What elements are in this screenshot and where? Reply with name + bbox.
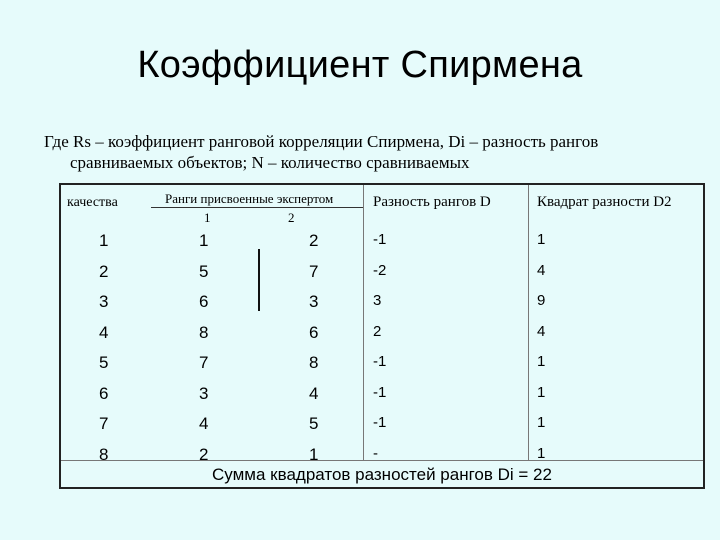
cell-squared-difference: 9	[537, 292, 546, 309]
table-footer: Сумма квадратов разностей рангов Di = 22	[212, 465, 552, 484]
cell-expert-2: 7	[309, 261, 319, 281]
cell-squared-difference: 4	[537, 261, 546, 279]
cell-rank-difference: -1	[373, 353, 387, 370]
cell-quality: 4	[99, 322, 109, 342]
cell-rank-difference: -1	[373, 231, 387, 248]
cell-squared-difference: 1	[537, 414, 546, 431]
header-underline	[151, 207, 363, 208]
cell-expert-1: 3	[199, 383, 209, 403]
cell-expert-2: 6	[309, 322, 319, 342]
slide-title: Коэффициент Спирмена	[137, 44, 583, 86]
cell-expert-1: 4	[199, 414, 209, 433]
cell-expert-2: 1	[309, 444, 319, 464]
header-expert-2: 2	[288, 210, 295, 225]
cell-rank-difference: -1	[373, 414, 387, 431]
header-expert-1: 1	[204, 210, 211, 225]
cell-expert-2: 3	[309, 292, 319, 311]
cell-squared-difference: 1	[537, 353, 546, 370]
cell-expert-1: 2	[199, 444, 209, 464]
cell-rank-difference: -1	[373, 383, 387, 401]
footer-divider	[61, 460, 703, 461]
cell-rank-difference: -2	[373, 261, 387, 279]
cell-squared-difference: 1	[537, 444, 546, 462]
cell-squared-difference: 1	[537, 231, 546, 248]
header-quality: качества	[67, 195, 118, 210]
cell-squared-difference: 4	[537, 322, 546, 340]
header-ranks-by-experts: Ранги присвоенные экспертом	[165, 191, 334, 206]
header-rank-difference: Разность рангов D	[373, 194, 491, 210]
cell-expert-1: 7	[199, 353, 209, 372]
cell-expert-1: 8	[199, 322, 209, 342]
cell-expert-2: 2	[309, 231, 319, 250]
cell-quality: 8	[99, 444, 109, 464]
cell-quality: 1	[99, 231, 109, 250]
cell-rank-difference: 2	[373, 322, 382, 340]
cell-expert-1: 6	[199, 292, 209, 311]
intro-line-2: сравниваемых объектов; N – количество сравниваемых	[70, 153, 470, 172]
cell-quality: 3	[99, 292, 109, 311]
spearman-table	[59, 183, 705, 489]
column-divider	[528, 185, 529, 460]
intro-text	[44, 131, 684, 173]
cell-expert-1: 1	[199, 231, 209, 250]
intro-line-1: Где Rs – коэффициент ранговой корреляции Спирмена, Di – разность рангов	[44, 132, 599, 151]
cell-expert-2: 4	[309, 383, 319, 403]
cell-quality: 5	[99, 353, 109, 372]
cell-expert-1: 5	[199, 261, 209, 281]
expert-divider	[258, 249, 260, 311]
cell-squared-difference: 1	[537, 383, 546, 401]
cell-quality: 6	[99, 383, 109, 403]
cell-quality: 7	[99, 414, 109, 433]
header-squared-difference: Квадрат разности D2	[537, 194, 672, 210]
cell-rank-difference: 3	[373, 292, 382, 309]
cell-expert-2: 8	[309, 353, 319, 372]
cell-expert-2: 5	[309, 414, 319, 433]
column-divider	[363, 185, 364, 460]
cell-rank-difference: -	[373, 444, 378, 462]
cell-quality: 2	[99, 261, 109, 281]
